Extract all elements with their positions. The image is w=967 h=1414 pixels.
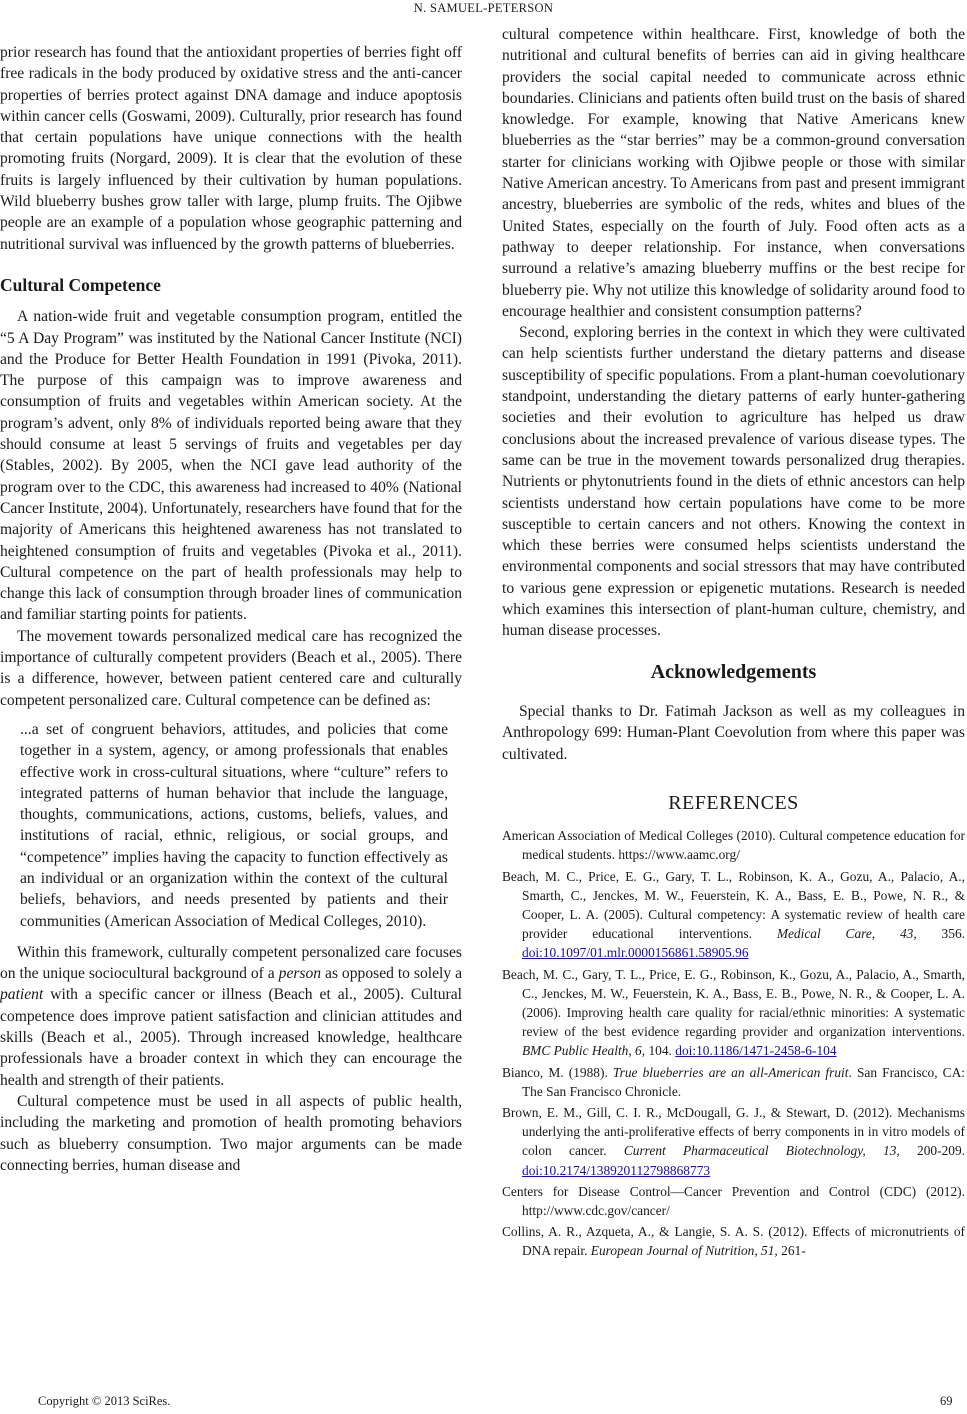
reference-item xyxy=(502,1182,965,1220)
section-heading: Cultural Competence xyxy=(0,274,161,295)
paragraph: A nation-wide fruit and vegetable consumption program, entitled the “5 A Day Program” was instituted by the National Cancer Institute (NCI) and the Produce for Better Health Foundation in 1991 (Pivoka, 2011). The purpose of this campaign was to improve awareness and consumption of fruits and vegetables within American society. At the program’s advent, only 8% of individuals reported being aware that they should consume at least 5 servings of fruits and vegetables per day (Stables, 2002). By 2005, when the NCI gave lead authority of the program over to the CDC, this awareness had increased to 40% (National Cancer Institute, 2004). Unfortunately, researchers have found that for the majority of Americans this heightened awareness has not translated to heightened consumption of fruits and vegetables (Pivoka et al., 2011). Cultural competence on the part of health professionals may help to change this lack of consumption through broader lines of communication and familiar starting points for patients. xyxy=(0,308,462,624)
reference-journal: Medical Care, 43, xyxy=(776,926,917,942)
reference-tail: 356. xyxy=(916,926,965,942)
reference-text: Collins, A. R., Azqueta, A., & Langie, S. A. S. (2012). Effects of micronutrients of DNA repair. xyxy=(502,1224,965,1259)
paragraph: Cultural competence must be used in all aspects of public health, including the marketing and promotion of health promoting behaviors such as blueberry consumption. Two major arguments can be made connecting berries, human disease and xyxy=(0,1092,462,1174)
reference-tail: 261- xyxy=(777,1243,806,1259)
references-heading: REFERENCES xyxy=(668,791,799,814)
reference-item xyxy=(502,826,965,864)
reference-text: Beach, M. C., Gary, T. L., Price, E. G., Robinson, K., Gozu, A., Palacio, A., Smarth, C., Jenckes, M. W., Feuerstein, K. A., Bass, E. B., Powe, N. R., & Cooper, L. A. (2006). Improving health care quality for racial/ethnic minorities: A systematic review of the best evidence regarding provider and organization interventions. xyxy=(502,966,965,1040)
reference-tail: 200-209. xyxy=(899,1143,966,1159)
reference-list xyxy=(502,826,965,1260)
reference-item xyxy=(502,965,965,1061)
reference-journal: BMC Public Health, 6, xyxy=(522,1043,646,1059)
reference-text: Brown, E. M., Gill, C. I. R., McDougall, G. J., & Stewart, D. (2012). Mechanisms underlying the anti-proliferative effects of berry components in in vitro models of colon cancer. xyxy=(502,1104,965,1159)
emphasis: patient xyxy=(0,986,44,1004)
doi-link[interactable]: doi:10.1097/01.mlr.0000156861.58905.96 xyxy=(522,945,749,961)
doi-link[interactable]: doi:10.1186/1471-2458-6-104 xyxy=(675,1043,837,1059)
reference-item xyxy=(502,1103,965,1180)
copyright-footer: Copyright © 2013 SciRes. xyxy=(38,1394,171,1408)
text-run: as opposed to solely a xyxy=(321,965,462,983)
page-number: 69 xyxy=(940,1394,953,1408)
reference-text: Bianco, M. (1988). xyxy=(502,1064,613,1080)
doi-link[interactable]: doi:10.2174/138920112798868773 xyxy=(522,1162,711,1178)
block-quote: ...a set of congruent behaviors, attitudes, and policies that come together in a system, agency, or among professionals that enables effective work in cross-cultural situations, where “culture” refers to integrated patterns of human behavior that include the language, thoughts, communications, actions, customs, beliefs, values, and institutions of racial, ethnic, religious, or social groups, and “competence” implies having the capacity to function effectively as an individual or an organization within the context of the cultural beliefs, behaviors, and needs presented by patients and their communities (American Association of Medical Colleges, 2010). xyxy=(20,720,448,930)
text-run: with a specific cancer or illness (Beach et al., 2005). Cultural competence does improve patient satisfaction and clinician attitudes and skills (Beach et al., 2005). Through increased knowledge, healthcare professionals have a broader context in which they can encourage the health and strength of their patients. xyxy=(0,986,462,1089)
paragraph: prior research has found that the antioxidant properties of berries fight off free radicals in the body produced by oxidative stress and the anti-cancer properties of berries protect against DNA damage and induce apoptosis within cancer cells (Goswami, 2009). Culturally, prior research has found that certain populations have unique connections with the health promoting fruits (Norgard, 2009). It is clear that the evolution of these fruits is largely influenced by their cultivation by human populations. Wild blueberry bushes grow taller with large, plump fruits. The Ojibwe people are an example of a population whose geographic patterning and nutritional survival was influenced by the growth patterns of blueberries. xyxy=(0,44,462,253)
acknowledgements-heading: Acknowledgements xyxy=(650,660,817,683)
reference-item xyxy=(502,867,965,963)
reference-text: Beach, M. C., Price, E. G., Gary, T. L., Robinson, K. A., Gozu, A., Palacio, A., Smarth, C., Jenckes, M. W., Feuerstein, K. A., Bass, E. B., Powe, N. R., & Cooper, L. A. (2005). Cultural competency: A systematic review of health care provider educational interventions. xyxy=(502,868,965,942)
reference-item xyxy=(502,1222,965,1260)
text-run: Within this framework, culturally competent personalized care focuses on the unique sociocultural background of a xyxy=(0,943,462,983)
right-column xyxy=(502,24,965,1263)
reference-journal: European Journal of Nutrition, 51, xyxy=(590,1243,778,1259)
paragraph: cultural competence within healthcare. First, knowledge of both the nutritional and cultural benefits of berries can aid in giving healthcare providers the social capital needed to communicate across ethnic boundaries. Clinicians and patients often build trust on the basis of shared knowledge. For example, knowing that Native Americans knew blueberries as the “star berries” may be a common-ground conversation starter for clinicians working with Ojibwe people or those with similar Native American ancestry. To Americans from past and present immigrant ancestry, blueberries are symbolic of the reds, whites and blues of the United States, especially on the fourth of July. Food often acts as a pathway to deeper relationship. For instance, when conversations surround a relative’s amazing blueberry muffins or the best recipe for blueberry pie. Why not utilize this knowledge of solidarity around food to encourage healthier and consistent consumption patterns? xyxy=(502,26,965,320)
reference-text: American Association of Medical Colleges (2010). Cultural competence education for medical students. https://www.aamc.org/ xyxy=(502,828,965,863)
reference-text: Centers for Disease Control—Cancer Prevention and Control (CDC) (2012). http://www.cdc.gov/cancer/ xyxy=(502,1183,965,1218)
acknowledgements-text: Special thanks to Dr. Fatimah Jackson as well as my colleagues in Anthropology 699: Human-Plant Coevolution from where this paper was cultivated. xyxy=(502,702,965,763)
reference-tail: 104. xyxy=(645,1043,676,1059)
left-column xyxy=(0,42,462,1176)
running-head: N. SAMUEL-PETERSON xyxy=(413,1,554,15)
paragraph: The movement towards personalized medical care has recognized the importance of culturally competent providers (Beach et al., 2005). There is a difference, however, between patient centered care and culturally competent personalized care. Cultural competence can be defined as: xyxy=(0,627,462,709)
paragraph: Second, exploring berries in the context in which they were cultivated can help scientists further understand the dietary patterns and disease susceptibility of specific populations. From a plant-human coevolutionary standpoint, understanding the dietary patterns of early hunter-gathering societies and their evolution to agriculture has helped us draw conclusions about the increased prevalence of various disease types. The same can be true in the movement towards personalized drug therapies. Nutrients or phytonutrients found in the diets of ethnic ancestors can help scientists understand how certain populations have come to be more susceptible to certain cancers and not others. Knowing the context in which these berries were consumed helps scientists understand the environmental components and social stressors that may have contributed to various gene expression or epigenetic mutations. Research is needed which examines this intersection of plant-human culture, chemistry, and human disease processes. xyxy=(502,324,965,640)
paragraph xyxy=(0,942,462,1091)
reference-tail: . San Francisco, CA: The San Francisco Chronicle. xyxy=(522,1064,965,1099)
reference-journal: Current Pharmaceutical Biotechnology, 13, xyxy=(623,1143,900,1159)
reference-journal: True blueberries are an all-American fruit xyxy=(612,1064,849,1080)
reference-item xyxy=(502,1063,965,1101)
emphasis: person xyxy=(278,965,322,983)
